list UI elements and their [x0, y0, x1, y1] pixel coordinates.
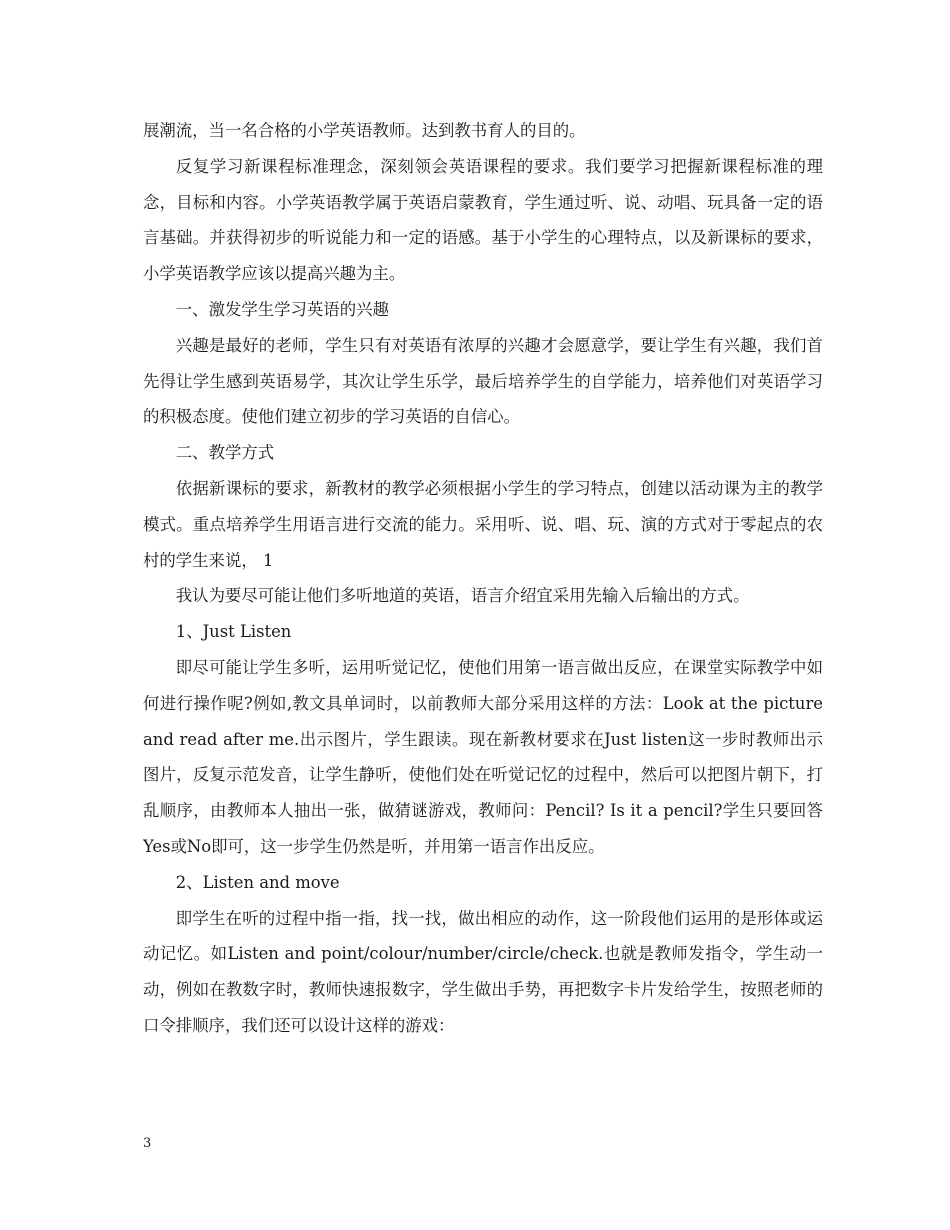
paragraph-continuation: 展潮流，当一名合格的小学英语教师。达到教书育人的目的。: [143, 121, 586, 140]
document-body: [143, 113, 823, 1044]
paragraph-input-output: 我认为要尽可能让他们多听地道的英语，语言介绍宜采用先输入后输出的方式。: [175, 586, 750, 606]
heading-just-listen: 1、Just Listen: [175, 622, 292, 642]
heading-section-one: 一、激发学生学习英语的兴趣: [175, 299, 389, 319]
paragraph-curriculum-standards: 反复学习新课程标准理念，深刻领会英语课程的要求。我们要学习把握新课程标准的理念，目标和内容。小学英语教学属于英语启蒙教育，学生通过听、说、动唱、玩具备一定的语言基础。并获得初步的听说能力和一定的语感。基于小学生的心理特点，以及新课标的要求，小学英语教学应该以提高兴趣为主。: [143, 156, 823, 284]
paragraph-just-listen: 即尽可能让学生多听，运用听觉记忆，使他们用第一语言做出反应，在课堂实际教学中如何进行操作呢?例如,教文具单词时，以前教师大部分采用这样的方法：Look at the picture and read after me.出示图片，学生跟读。现在新教材要求在Just listen这一步时教师出示图片，反复示范发音，让学生静听，使他们处在听觉记忆的过程中，然后可以把图片朝下，打乱顺序，由教师本人抽出一张，做猜谜游戏，教师问：Pencil? Is it a pencil?学生只要回答Yes或No即可，这一步学生仍然是听，并用第一语言作出反应。: [143, 657, 823, 856]
page-number: 3: [143, 1136, 152, 1151]
paragraph-teaching-mode: 依据新课标的要求，新教材的教学必须根据小学生的学习特点，创建以活动课为主的教学模式。重点培养学生用语言进行交流的能力。采用听、说、唱、玩、演的方式对于零起点的农村的学生来说， 1: [143, 478, 823, 570]
paragraph-interest: 兴趣是最好的老师，学生只有对英语有浓厚的兴趣才会愿意学，要让学生有兴趣，我们首先得让学生感到英语易学，其次让学生乐学，最后培养学生的自学能力，培养他们对英语学习的积极态度。使他们建立初步的学习英语的自信心。: [143, 335, 823, 427]
heading-section-two: 二、教学方式: [175, 443, 275, 463]
paragraph-listen-and-move: 即学生在听的过程中指一指，找一找，做出相应的动作，这一阶段他们运用的是形体或运动记忆。如Listen and point/colour/number/circle/check.也就是教师发指令，学生动一动，例如在教数字时，教师快速报数字，学生做出手势，再把数字卡片发给学生，按照老师的口令排顺序，我们还可以设计这样的游戏：: [143, 908, 823, 1035]
heading-listen-and-move: 2、Listen and move: [175, 872, 340, 892]
